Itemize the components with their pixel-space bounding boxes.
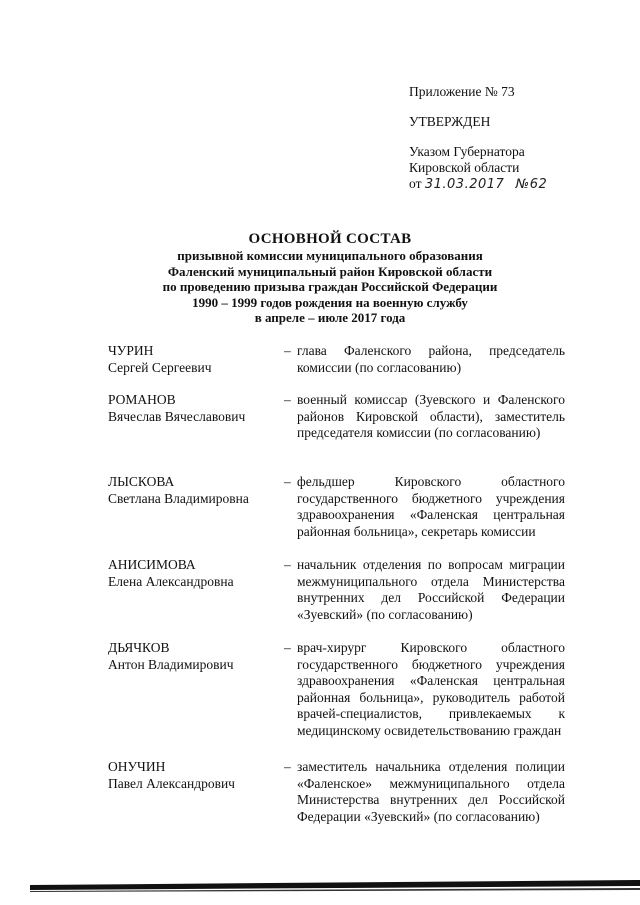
dash-separator: –	[284, 557, 291, 572]
dash-separator: –	[284, 759, 291, 774]
dash-separator: –	[284, 343, 291, 358]
member-surname: ЧУРИН	[108, 343, 154, 358]
dash-separator: –	[284, 474, 291, 489]
member-name	[108, 392, 278, 425]
title-line-4: 1990 – 1999 годов рождения на военную службу	[192, 294, 468, 310]
member-role: врач-хирург Кировского областного государственного бюджетного учреждения здравоохранения «Фаленская центральная районная больница», руководитель работой врачей-специалистов, привлекаемых к медицинскому освидетельствованию граждан	[297, 640, 565, 738]
member-given-name: Сергей Сергеевич	[108, 359, 212, 375]
member-given-name: Светлана Владимировна	[108, 490, 249, 506]
member-given-name: Павел Александрович	[108, 775, 235, 791]
member-role: глава Фаленского района, председатель комиссии (по согласованию)	[297, 343, 565, 375]
member-name	[108, 759, 278, 792]
title-line-5: в апреле – июле 2017 года	[254, 310, 406, 325]
title-line-2: Фаленский муниципальный район Кировской области	[167, 263, 493, 279]
member-name	[108, 343, 278, 376]
title-line-3: по проведению призыва граждан Российской Федерации	[162, 279, 498, 294]
title-line-1: призывной комиссии муниципального образования	[177, 248, 483, 263]
approved-stamp-text: УТВЕРЖДЕН	[409, 114, 491, 129]
document-title	[90, 230, 570, 326]
handwritten-number: №62	[515, 177, 548, 192]
member-role: начальник отделения по вопросам миграции межмуниципального отдела Министерства внутренних дел Российской Федерации «Зуевский» (по согласованию)	[297, 557, 565, 622]
member-given-name: Антон Владимирович	[108, 656, 234, 672]
member-role: заместитель начальника отделения полиции «Фаленское» межмуниципального отдела Министерства внутренних дел Российской Федерации «Зуевский» (по согласованию)	[297, 759, 565, 824]
member-surname: ЛЫСКОВА	[108, 474, 175, 489]
decree-line-1: Указом Губернатора	[409, 144, 525, 159]
decree-line-2: Кировской области	[409, 160, 520, 175]
member-role: фельдшер Кировского областного государственного бюджетного учреждения здравоохранения «Фаленская центральная районная больница», секретарь комиссии	[297, 474, 565, 539]
dash-separator: –	[284, 640, 291, 655]
member-surname: РОМАНОВ	[108, 392, 176, 407]
member-surname: ДЬЯЧКОВ	[108, 640, 170, 655]
date-prefix: от	[409, 176, 422, 191]
member-name	[108, 557, 278, 590]
member-name	[108, 640, 278, 673]
member-given-name: Елена Александровна	[108, 573, 234, 589]
member-role: военный комиссар (Зуевского и Фаленского районов Кировской области), заместитель председателя комиссии (по согласованию)	[297, 392, 565, 440]
member-given-name: Вячеслав Вячеславович	[108, 408, 246, 424]
title-main: ОСНОВНОЙ СОСТАВ	[248, 231, 412, 247]
member-surname: АНИСИМОВА	[108, 557, 196, 572]
approval-block	[409, 84, 629, 193]
dash-separator: –	[284, 392, 291, 407]
handwritten-date: 31.03.2017	[424, 177, 505, 192]
member-surname: ОНУЧИН	[108, 759, 166, 774]
decree-date-line	[409, 176, 629, 193]
scan-edge-bar	[30, 880, 640, 892]
member-name	[108, 474, 278, 507]
appendix-number: Приложение № 73	[409, 84, 515, 99]
